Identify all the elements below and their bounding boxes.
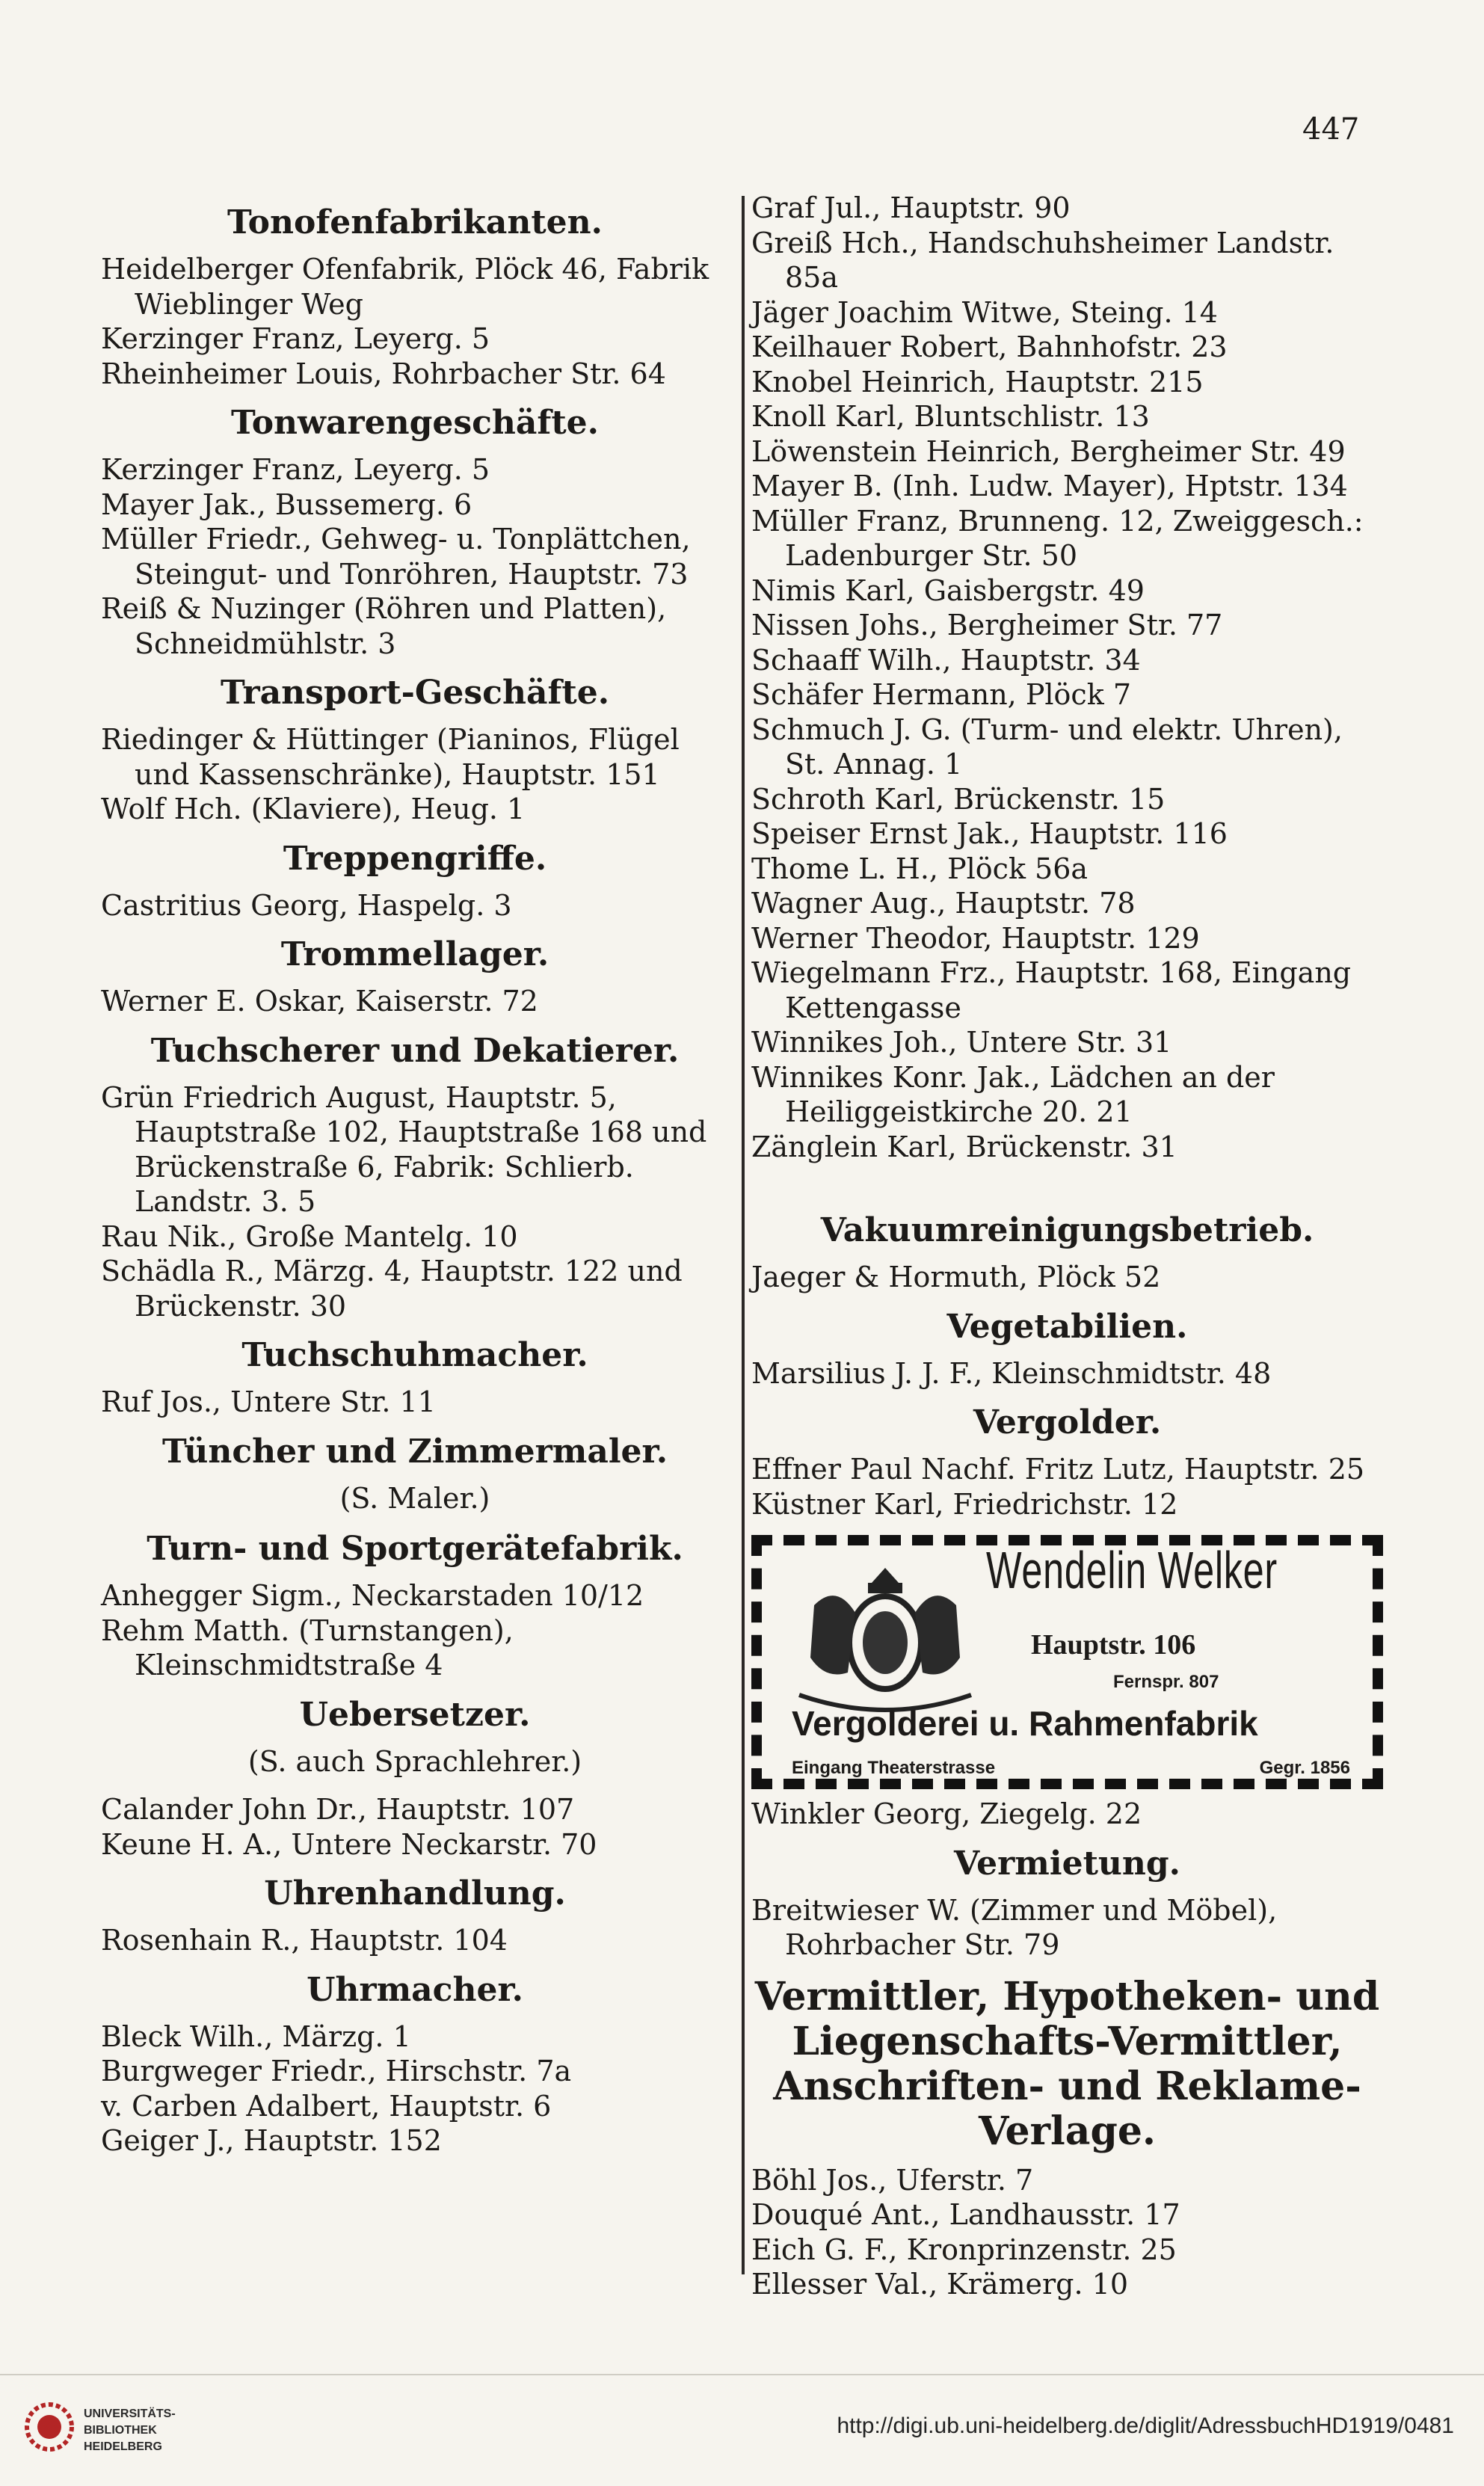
library-seal-icon <box>22 2400 76 2454</box>
list-item: Wagner Aug., Hauptstr. 78 <box>751 887 1136 920</box>
list-item: Küstner Karl, Friedrichstr. 12 <box>751 1487 1178 1521</box>
section-heading: Vermietung. <box>954 1844 1180 1883</box>
page-number: 447 <box>1302 112 1360 147</box>
list-item: Knobel Heinrich, Hauptstr. 215 <box>751 365 1204 399</box>
section-heading: Tonofenfabrikanten. <box>227 203 603 241</box>
list-item: Wolf Hch. (Klaviere), Heug. 1 <box>101 793 526 825</box>
list-item: Jäger Joachim Witwe, Steing. 14 <box>751 295 1218 329</box>
list-item: Anhegger Sigm., Neckarstaden 10/12 <box>101 1579 644 1612</box>
list-item: Kerzinger Franz, Leyerg. 5 <box>101 453 490 486</box>
list-item: Löwenstein Heinrich, Bergheimer Str. 49 <box>751 434 1346 468</box>
section-heading: Vegetabilien. <box>946 1307 1188 1346</box>
list-item: Jaeger & Hormuth, Plöck 52 <box>751 1261 1161 1293</box>
list-item: Knoll Karl, Bluntschlistr. 13 <box>751 400 1150 433</box>
list-item: Rau Nik., Große Mantelg. 10 <box>101 1219 518 1253</box>
list-item: Schaaff Wilh., Hauptstr. 34 <box>751 643 1141 677</box>
section-heading: Vakuumreinigungsbetrieb. <box>820 1211 1314 1249</box>
list-item: Müller Franz, Brunneng. 12, Zweiggesch.: Ladenburger Str. 50 <box>751 504 1364 572</box>
section-treppengriffe <box>101 839 729 923</box>
list-item: Thome L. H., Plöck 56a <box>751 852 1089 885</box>
section-tuchscherer <box>101 1031 729 1324</box>
section-tuencher <box>101 1432 729 1516</box>
section-tuchschuhmacher <box>101 1335 729 1420</box>
list-item: Mayer B. (Inh. Ludw. Mayer), Hptstr. 134 <box>751 470 1348 502</box>
list-item: Böhl Jos., Uferstr. 7 <box>751 2163 1034 2197</box>
list-item: Werner Theodor, Hauptstr. 129 <box>751 921 1200 955</box>
ad-address: Hauptstr. 106 <box>1031 1629 1196 1661</box>
column-divider <box>742 196 745 2274</box>
list-item: Ruf Jos., Untere Str. 11 <box>101 1385 436 1418</box>
list-item: Winnikes Konr. Jak., Lädchen an der Heiliggeistkirche 20. 21 <box>751 1060 1275 1128</box>
section-tonofenfabrikanten <box>101 203 729 391</box>
list-item: Schroth Karl, Brückenstr. 15 <box>751 782 1166 816</box>
section-heading: Uhrmacher. <box>307 1970 523 2009</box>
section-tonwarengeschaefte <box>101 403 729 661</box>
ad-entrance: Eingang Theaterstrasse <box>792 1758 996 1778</box>
list-item: Burgweger Friedr., Hirschstr. 7a <box>101 2055 572 2087</box>
section-heading: Uebersetzer. <box>299 1695 531 1734</box>
section-uebersetzer <box>101 1695 729 1862</box>
section-trommellager <box>101 935 729 1019</box>
list-item: Riedinger & Hüttinger (Pianinos, Flügel und Kassenschränke), Hauptstr. 151 <box>101 723 680 791</box>
list-item: Keilhauer Robert, Bahnhofstr. 23 <box>751 330 1228 363</box>
list-item: Keune H. A., Untere Neckarstr. 70 <box>101 1827 597 1861</box>
ad-phone: Fernspr. 807 <box>1113 1672 1219 1692</box>
section-heading: Tuchscherer und Dekatierer. <box>150 1031 680 1070</box>
section-vegetabilien <box>751 1307 1383 1391</box>
section-heading: Transport-Geschäfte. <box>220 674 610 712</box>
list-item: Reiß & Nuzinger (Röhren und Platten), Schneidmühlstr. 3 <box>101 592 667 660</box>
list-item: Eich G. F., Kronprinzenstr. 25 <box>751 2233 1177 2266</box>
source-url-link[interactable]: http://digi.ub.uni-heidelberg.de/diglit/AdressbuchHD1919/0481 <box>837 2413 1454 2438</box>
advertisement-wendelin-welker <box>751 1535 1383 1789</box>
list-item: Ellesser Val., Krämerg. 10 <box>751 2268 1129 2301</box>
list-item: Douqué Ant., Landhausstr. 17 <box>751 2198 1180 2231</box>
section-heading: Tüncher und Zimmermaler. <box>161 1432 668 1471</box>
list-item: Grün Friedrich August, Hauptstr. 5, Hauptstraße 102, Hauptstraße 168 und Brückenstraße 6, Fabrik: Schlierb. Landstr. 3. 5 <box>101 1080 707 1218</box>
list-item: Rehm Matth. (Turnstangen), Kleinschmidtstraße 4 <box>101 1613 514 1682</box>
vergolder-continued <box>751 1797 1383 1832</box>
section-transport <box>101 673 729 827</box>
list-item: Werner E. Oskar, Kaiserstr. 72 <box>101 985 538 1018</box>
list-item: Müller Friedr., Gehweg- u. Tonplättchen, Steingut- und Tonröhren, Hauptstr. 73 <box>101 523 691 591</box>
section-heading: Tonwarengeschäfte. <box>231 404 599 442</box>
list-item: Schädla R., Märzg. 4, Hauptstr. 122 und Brückenstr. 30 <box>101 1255 683 1323</box>
list-item: Effner Paul Nachf. Fritz Lutz, Hauptstr. 25 <box>751 1453 1365 1486</box>
section-vermietung <box>751 1844 1383 1963</box>
section-vermittler <box>751 1975 1383 2302</box>
list-item: Winkler Georg, Ziegelg. 22 <box>751 1797 1142 1830</box>
section-heading: Treppengriffe. <box>283 839 547 878</box>
footer-divider <box>0 2374 1484 2375</box>
section-uhrmacher <box>101 1970 729 2159</box>
list-item: Geiger J., Hauptstr. 152 <box>101 2124 442 2157</box>
list-item: Greiß Hch., Handschuhsheimer Landstr. 85a <box>751 226 1334 294</box>
logo-line: UNIVERSITÄTS- <box>84 2407 176 2420</box>
list-item: Schäfer Hermann, Plöck 7 <box>751 678 1131 711</box>
list-item: Graf Jul., Hauptstr. 90 <box>751 191 1071 224</box>
list-item: Schmuch J. G. (Turm- und elektr. Uhren), St. Annag. 1 <box>751 713 1343 781</box>
logo-line: HEIDELBERG <box>84 2440 162 2453</box>
section-vakuumreinigung <box>751 1210 1383 1295</box>
section-turngeraete <box>101 1529 729 1683</box>
list-item: Castritius Georg, Haspelg. 3 <box>101 888 512 922</box>
ad-founded: Gegr. 1856 <box>1259 1758 1350 1778</box>
list-item: Wiegelmann Frz., Hauptstr. 168, Eingang Kettengasse <box>751 956 1352 1024</box>
section-heading: Trommellager. <box>280 935 549 973</box>
logo-line: BIBLIOTHEK <box>84 2424 157 2437</box>
list-item: Mayer Jak., Bussemerg. 6 <box>101 487 472 521</box>
list-item: Marsilius J. J. F., Kleinschmidtstr. 48 <box>751 1356 1272 1390</box>
section-vergolder <box>751 1403 1383 1522</box>
list-item: Rheinheimer Louis, Rohrbacher Str. 64 <box>101 357 666 390</box>
ad-company-name: Wendelin Welker <box>986 1541 1278 1599</box>
section-heading: Turn- und Sportgerätefabrik. <box>147 1530 683 1568</box>
right-column <box>751 191 1383 2308</box>
list-item: Winnikes Joh., Untere Str. 31 <box>751 1026 1172 1059</box>
coat-of-arms-icon <box>784 1560 986 1717</box>
left-column <box>101 191 729 2165</box>
library-logo[interactable] <box>22 2400 217 2467</box>
section-heading: Tuchschuhmacher. <box>241 1336 588 1374</box>
list-item: Rosenhain R., Hauptstr. 104 <box>101 1924 508 1957</box>
list-item: Speiser Ernst Jak., Hauptstr. 116 <box>751 817 1228 850</box>
list-item: v. Carben Adalbert, Hauptstr. 6 <box>101 2089 552 2123</box>
list-item: Bleck Wilh., Märzg. 1 <box>101 2019 411 2053</box>
section-reference: (S. Maler.) <box>339 1481 490 1515</box>
list-item: Kerzinger Franz, Leyerg. 5 <box>101 322 490 355</box>
list-item: Nimis Karl, Gaisbergstr. 49 <box>751 573 1145 607</box>
ad-trade: Vergolderei u. Rahmenfabrik <box>792 1704 1258 1743</box>
section-heading: Vergolder. <box>973 1403 1162 1442</box>
list-item: Zänglein Karl, Brückenstr. 31 <box>751 1130 1177 1163</box>
section-heading: Vermittler, Hypotheken- und Liegenschafts-Vermittler, Anschriften- und Reklame-Verlage. <box>754 1973 1380 2154</box>
list-item: Heidelberger Ofenfabrik, Plöck 46, Fabrik Wieblinger Weg <box>101 253 709 321</box>
list-item: Breitwieser W. (Zimmer und Möbel), Rohrbacher Str. 79 <box>751 1893 1278 1961</box>
uhrmacher-continued <box>751 191 1383 1164</box>
section-uhrenhandlung <box>101 1874 729 1958</box>
section-reference: (S. auch Sprachlehrer.) <box>247 1744 582 1778</box>
list-item: Calander John Dr., Hauptstr. 107 <box>101 1793 575 1826</box>
section-heading: Uhrenhandlung. <box>264 1874 566 1913</box>
list-item: Nissen Johs., Bergheimer Str. 77 <box>751 609 1223 642</box>
